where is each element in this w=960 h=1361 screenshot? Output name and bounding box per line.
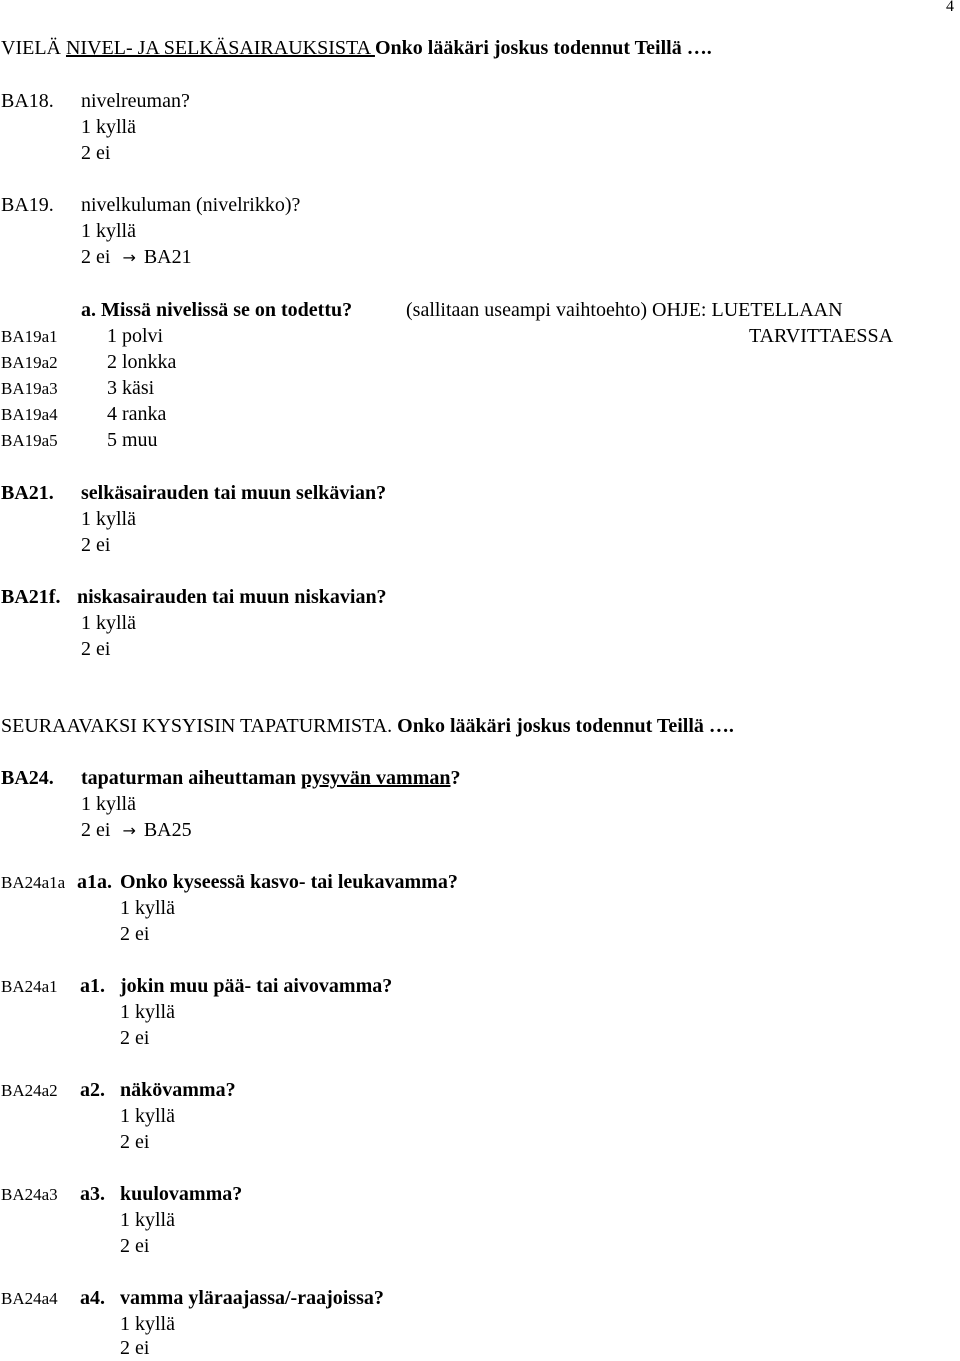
option-yes-ba18: 1 kyllä <box>81 116 136 138</box>
question-text-ba21: selkäsairauden tai muun selkävian? <box>81 482 387 504</box>
arrow-right-icon: → <box>122 248 136 267</box>
joint-option: 5 muu <box>107 429 158 451</box>
skip-target: BA25 <box>143 819 192 841</box>
option-yes-ba21: 1 kyllä <box>81 508 136 530</box>
section-heading-prefix: VIELÄ <box>1 37 66 59</box>
option-yes-ba24a3: 1 kyllä <box>120 1209 175 1231</box>
question-code-ba24a3: BA24a3 <box>1 1185 58 1204</box>
question-text-ba24 <box>81 765 461 791</box>
option-yes-ba19: 1 kyllä <box>81 220 136 242</box>
page-number: 4 <box>946 0 954 15</box>
question-code-ba21f: BA21f. <box>1 586 61 608</box>
question-code-ba24a1a: BA24a1a <box>1 873 66 892</box>
question-text-ba21f: niskasairauden tai muun niskavian? <box>77 586 387 608</box>
section-heading-underlined: NIVEL- JA SELKÄSAIRAUKSISTA <box>65 37 375 59</box>
option-yes-ba21f: 1 kyllä <box>81 612 136 634</box>
skip-target: BA21 <box>143 246 192 268</box>
question-prefix-ba24a1a: a1a. <box>77 871 112 893</box>
section-heading-normal: SEURAAVAKSI KYSYISIN TAPATURMISTA. <box>1 715 398 737</box>
question-text-ba18: nivelreuman? <box>81 90 190 112</box>
option-no-ba24a1: 2 ei <box>120 1027 150 1049</box>
question-prefix-ba24a2: a2. <box>80 1079 105 1101</box>
section-heading-accidents <box>1 713 734 739</box>
question-text-ba19a: a. Missä nivelissä se on todettu? <box>81 299 353 321</box>
option-no-label: 2 ei <box>81 819 111 841</box>
question-prefix-ba24a4: a4. <box>80 1287 105 1309</box>
section-heading-question: Onko lääkäri joskus todennut Teillä …. <box>397 715 734 737</box>
option-no-ba21f: 2 ei <box>81 638 111 660</box>
question-code-ba21: BA21. <box>1 482 54 504</box>
item-code: BA19a2 <box>1 353 58 372</box>
question-code-ba24a1: BA24a1 <box>1 977 58 996</box>
interviewer-instruction: (sallitaan useampi vaihtoehto) OHJE: LUETELLAAN <box>406 299 843 321</box>
option-no-ba24a1a: 2 ei <box>120 923 150 945</box>
question-code-ba24a4: BA24a4 <box>1 1289 58 1308</box>
question-text-ba19: nivelkuluman (nivelrikko)? <box>81 194 301 216</box>
option-no-ba21: 2 ei <box>81 534 111 556</box>
option-no-ba24a3: 2 ei <box>120 1235 150 1257</box>
option-no-ba18: 2 ei <box>81 142 111 164</box>
question-text-underlined: pysyvän vamman <box>301 767 451 789</box>
question-code-ba18: BA18. <box>1 90 54 112</box>
question-code-ba24a2: BA24a2 <box>1 1081 58 1100</box>
item-code: BA19a1 <box>1 327 58 346</box>
question-text-ba24a2: näkövamma? <box>120 1079 236 1101</box>
question-text-ba24a3: kuulovamma? <box>120 1183 243 1205</box>
question-code-ba19: BA19. <box>1 194 54 216</box>
option-yes-ba24a1a: 1 kyllä <box>120 897 175 919</box>
question-text-ba24a1: jokin muu pää- tai aivovamma? <box>120 975 393 997</box>
question-code-ba24: BA24. <box>1 767 54 789</box>
option-no-ba24a4: 2 ei <box>120 1337 150 1359</box>
joint-option: 3 käsi <box>107 377 155 399</box>
question-prefix-ba24a3: a3. <box>80 1183 105 1205</box>
question-text-ba24a4: vamma yläraajassa/-raajoissa? <box>120 1287 384 1309</box>
option-yes-ba24a4: 1 kyllä <box>120 1313 175 1335</box>
question-text-ba24a1a: Onko kyseessä kasvo- tai leukavamma? <box>120 871 458 893</box>
question-mark: ? <box>450 767 461 789</box>
question-text-part: tapaturman aiheuttaman <box>81 767 302 789</box>
joint-option: 4 ranka <box>107 403 167 425</box>
option-no-ba19 <box>81 244 192 271</box>
option-no-label: 2 ei <box>81 246 111 268</box>
joint-option: 1 polvi <box>107 325 164 347</box>
question-prefix-ba24a1: a1. <box>80 975 105 997</box>
section-heading-question: Onko lääkäri joskus todennut Teillä …. <box>374 37 712 59</box>
interviewer-instruction-continued: TARVITTAESSA <box>749 325 894 347</box>
item-code: BA19a3 <box>1 379 58 398</box>
item-code: BA19a5 <box>1 431 58 450</box>
section-heading-joints <box>1 35 712 61</box>
joint-option: 2 lonkka <box>107 351 177 373</box>
arrow-right-icon: → <box>122 821 136 840</box>
item-code: BA19a4 <box>1 405 58 424</box>
option-no-ba24 <box>81 817 192 844</box>
option-no-ba24a2: 2 ei <box>120 1131 150 1153</box>
option-yes-ba24: 1 kyllä <box>81 793 136 815</box>
option-yes-ba24a1: 1 kyllä <box>120 1001 175 1023</box>
option-yes-ba24a2: 1 kyllä <box>120 1105 175 1127</box>
